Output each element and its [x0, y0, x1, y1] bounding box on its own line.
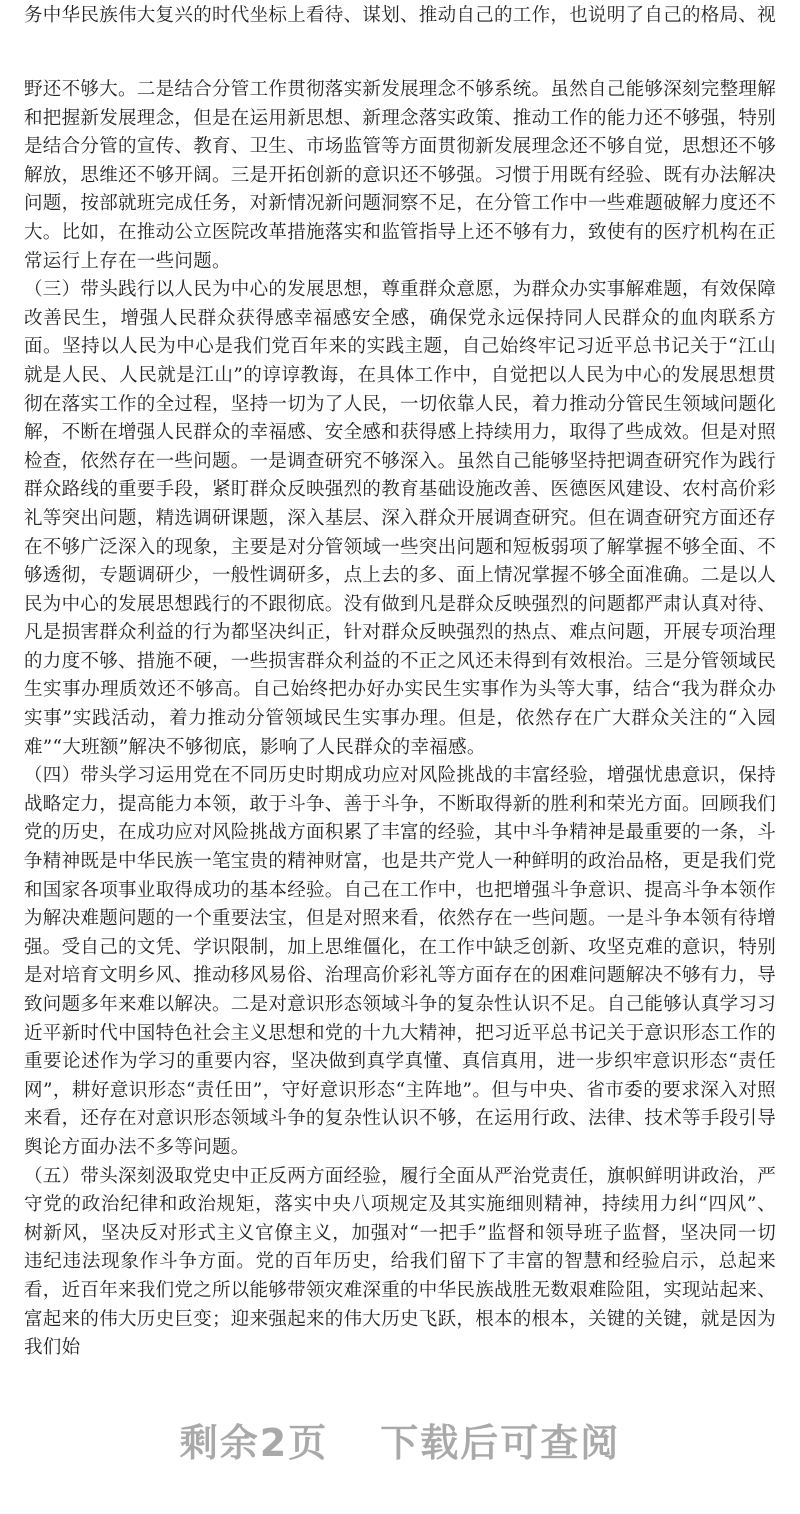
- download-prompt-label: 下载后可查阅: [380, 1421, 621, 1465]
- remaining-pages-label: 剩余2页: [179, 1421, 329, 1465]
- previous-page-last-line: 务中华民族伟大复兴的时代坐标上看待、谋划、推动自己的工作，也说明了自己的格局、视: [24, 5, 776, 26]
- paragraph-section-3: （三）带头践行以人民为中心的发展思想，尊重群众意愿，为群众办实事解难题，有效保障改善民生，增强人民群众获得感幸福感安全感，确保党永远保持同人民群众的血肉联系方面。坚持以人民为中心是我们党百年来的实践主题，自己始终牢记习近平总书记关于“江山就是人民、人民就是江山”的谆谆教诲，在具体工作中，自觉把以人民为中心的发展思想贯彻在落实工作的全过程，坚持一切为了人民，一切依靠人民，着力推动分管民生领域问题化解，不断在增强人民群众的幸福感、安全感和获得感上持续用力，取得了些成效。但是对照检查，依然存在一些问题。一是调查研究不够深入。虽然自己能够坚持把调查研究作为践行群众路线的重要手段，紧盯群众反映强烈的教育基础设施改善、医德医风建设、农村高价彩礼等突出问题，精选调研课题，深入基层、深入群众开展调查研究。但在调查研究方面还存在不够广泛深入的现象，主要是对分管领域一些突出问题和短板弱项了解掌握不够全面、不够透彻，专题调研少，一般性调研多，点上去的多、面上情况掌握不够全面准确。二是以人民为中心的发展思想践行的不跟彻底。没有做到凡是群众反映强烈的问题都严肃认真对待、凡是损害群众利益的行为都坚决纠正，针对群众反映强烈的热点、难点问题，开展专项治理的力度不够、措施不硬，一些损害群众利益的不正之风还未得到有效根治。三是分管领域民生实事办理质效还不够高。自己始终把办好办实民生实事作为头等大事，结合“我为群众办实事”实践活动，着力推动分管领域民生实事办理。但是，依然存在广大群众关注的“入园难”“大班额”解决不够彻底，影响了人民群众的幸福感。: [24, 279, 777, 758]
- paragraph-section-5: （五）带头深刻汲取党史中正反两方面经验，履行全面从严治党责任，旗帜鲜明讲政治，严守党的政治纪律和政治规矩，落实中央八项规定及其实施细则精神，持续用力纠“四风”、树新风，坚决反对形式主义官僚主义，加强对“一把手”监督和领导班子监督，坚决同一切违纪违法现象作斗争方面。党的百年历史，给我们留下了丰富的智慧和经验启示，总起来看，近百年来我们党之所以能够带领灾难深重的中华民族战胜无数艰难险阻，实现站起来、富起来的伟大历史巨变；迎来强起来的伟大历史飞跃，根本的根本，关键的关键，就是因为我们始: [24, 1165, 777, 1359]
- download-banner[interactable]: [0, 1412, 800, 1467]
- paragraph-section-4: （四）带头学习运用党在不同历史时期成功应对风险挑战的丰富经验，增强忧患意识，保持战略定力，提高能力本领，敢于斗争、善于斗争，不断取得新的胜利和荣光方面。回顾我们党的历史，在成功应对风险挑战方面积累了丰富的经验，其中斗争精神是最重要的一条，斗争精神既是中华民族一笔宝贵的精神财富，也是共产党人一种鲜明的政治品格，更是我们党和国家各项事业取得成功的基本经验。自己在工作中，也把增强斗争意识、提高斗争本领作为解决难题问题的一个重要法宝，但是对照来看，依然存在一些问题。一是斗争本领有待增强。受自己的文凭、学识限制，加上思维僵化，在工作中缺乏创新、攻坚克难的意识，特别是对培育文明乡风、推动移风易俗、治理高价彩礼等方面存在的困难问题解决不够有力，导致问题多年来难以解决。二是对意识形态领域斗争的复杂性认识不足。自己能够认真学习习近平新时代中国特色社会主义思想和党的十九大精神，把习近平总书记关于意识形态工作的重要论述作为学习的重要内容，坚决做到真学真懂、真信真用，进一步织牢意识形态“责任网”，耕好意识形态“责任田”，守好意识形态“主阵地”。但与中央、省市委的要求深入对照来看，还存在对意识形态领域斗争的复杂性认识不够，在运用行政、法律、技术等手段引导舆论方面办法不多等问题。: [24, 765, 777, 1158]
- paragraph-2-continuation: 野还不够大。二是结合分管工作贯彻落实新发展理念不够系统。虽然自己能够深刻完整理解和把握新发展理念，但是在运用新思想、新理念落实政策、推动工作的能力还不够强，特别是结合分管的宣传、教育、卫生、市场监管等方面贯彻新发展理念还不够自觉，思想还不够解放，思维还不够开阔。三是开拓创新的意识还不够强。习惯于用既有经验、既有办法解决问题，按部就班完成任务，对新情况新问题洞察不足，在分管工作中一些难题破解力度还不大。比如，在推动公立医院改革措施落实和监管指导上还不够有力，致使有的医疗机构在正常运行上存在一些问题。: [24, 79, 777, 272]
- document-body: [24, 76, 776, 1363]
